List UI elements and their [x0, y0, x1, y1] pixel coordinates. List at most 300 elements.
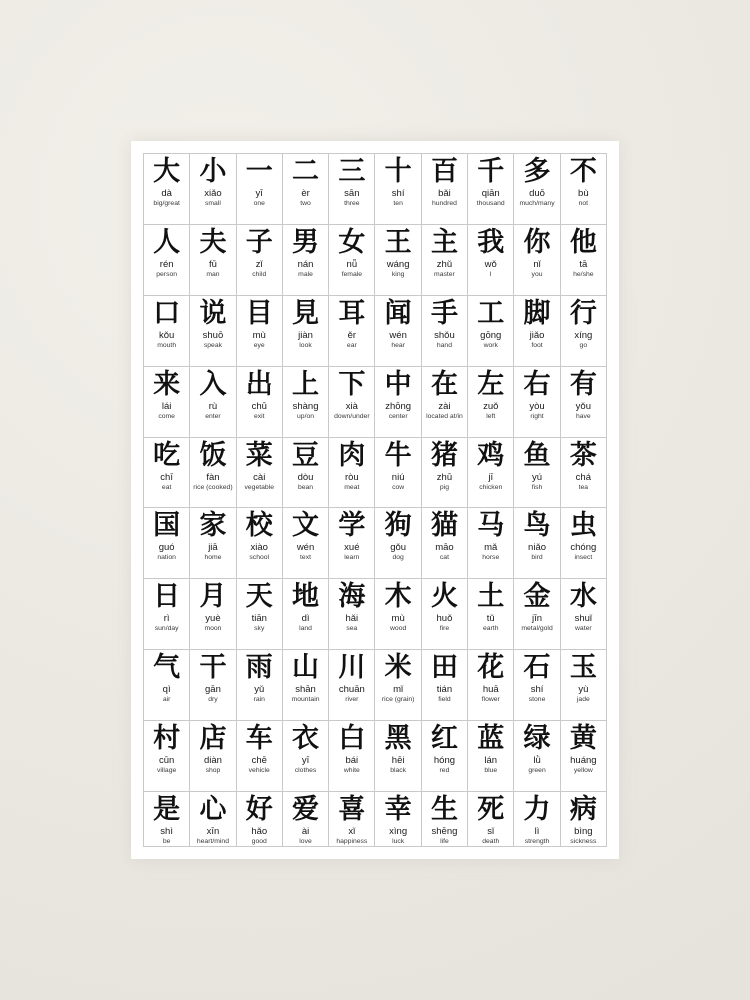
- pinyin-label: sān: [344, 188, 360, 199]
- meaning-label: work: [483, 341, 498, 349]
- pinyin-label: dà: [161, 188, 172, 199]
- hanzi-glyph: 女: [338, 226, 366, 258]
- meaning-label: nation: [157, 554, 176, 562]
- pinyin-label: huā: [482, 684, 499, 696]
- meaning-label: right: [530, 412, 544, 420]
- pinyin-label: hǎo: [251, 825, 268, 837]
- hanzi-glyph: 气: [153, 652, 181, 684]
- meaning-label: sickness: [570, 837, 597, 845]
- meaning-label: school: [249, 554, 270, 562]
- character-cell: [144, 154, 190, 225]
- meaning-label: air: [162, 696, 171, 704]
- hanzi-glyph: 一: [245, 156, 273, 187]
- character-cell: [283, 225, 329, 296]
- character-cell: [422, 650, 468, 721]
- character-cell: [422, 154, 468, 225]
- pinyin-label: bù: [578, 188, 589, 199]
- pinyin-label: yī: [301, 755, 310, 767]
- pinyin-label: hǎi: [345, 613, 359, 625]
- character-cell: [190, 154, 236, 225]
- meaning-label: small: [205, 200, 221, 207]
- hanzi-glyph: 蓝: [477, 723, 505, 755]
- pinyin-label: nǚ: [346, 258, 358, 270]
- hanzi-glyph: 黄: [569, 723, 597, 755]
- hanzi-glyph: 石: [523, 652, 551, 684]
- meaning-label: pig: [439, 483, 449, 491]
- character-cell: [375, 367, 421, 438]
- pinyin-label: èr: [301, 188, 310, 199]
- hanzi-glyph: 土: [477, 581, 505, 613]
- pinyin-label: nǐ: [533, 258, 541, 270]
- character-cell: [375, 508, 421, 579]
- hanzi-glyph: 下: [338, 368, 366, 400]
- hanzi-glyph: 肉: [338, 439, 366, 471]
- meaning-label: green: [528, 767, 546, 775]
- pinyin-label: gān: [205, 684, 221, 696]
- character-cell: [561, 579, 607, 650]
- pinyin-label: fàn: [206, 471, 220, 483]
- pinyin-label: hēi: [391, 755, 405, 767]
- meaning-label: luck: [392, 837, 405, 845]
- hanzi-glyph: 黑: [384, 723, 412, 755]
- meaning-label: black: [390, 767, 407, 775]
- hanzi-glyph: 是: [153, 793, 181, 825]
- character-cell: [561, 792, 607, 847]
- hanzi-glyph: 店: [199, 723, 227, 755]
- meaning-label: white: [343, 767, 360, 775]
- character-cell: [468, 154, 514, 225]
- meaning-label: be: [162, 837, 171, 845]
- hanzi-glyph: 村: [153, 723, 181, 755]
- pinyin-label: chuān: [338, 684, 365, 696]
- pinyin-label: dì: [301, 613, 310, 625]
- character-cell: [190, 225, 236, 296]
- hanzi-glyph: 火: [430, 581, 458, 613]
- pinyin-label: shǒu: [434, 329, 455, 341]
- hanzi-glyph: 有: [569, 368, 597, 400]
- meaning-label: red: [439, 767, 450, 775]
- meaning-label: vehicle: [248, 767, 270, 775]
- meaning-label: two: [300, 200, 311, 207]
- pinyin-label: zhǔ: [436, 258, 453, 270]
- character-cell: [237, 367, 283, 438]
- pinyin-label: fū: [208, 258, 217, 270]
- hanzi-glyph: 二: [292, 156, 320, 187]
- pinyin-label: duō: [529, 188, 545, 199]
- character-cell: [190, 438, 236, 509]
- pinyin-label: xiào: [250, 542, 268, 554]
- pinyin-label: wén: [389, 329, 407, 341]
- meaning-label: yellow: [573, 767, 593, 775]
- hanzi-glyph: 鸡: [477, 439, 505, 471]
- hanzi-glyph: 干: [199, 652, 227, 684]
- hanzi-glyph: 车: [245, 723, 273, 755]
- meaning-label: shop: [205, 767, 221, 775]
- hanzi-glyph: 喜: [338, 793, 366, 825]
- meaning-label: flower: [481, 696, 500, 704]
- hanzi-glyph: 他: [569, 226, 597, 258]
- character-cell: [422, 225, 468, 296]
- meaning-label: cat: [439, 554, 449, 562]
- hanzi-glyph: 男: [292, 226, 320, 258]
- hanzi-glyph: 雨: [245, 652, 273, 684]
- hanzi-glyph: 白: [338, 723, 366, 755]
- meaning-label: vegetable: [244, 483, 274, 491]
- character-cell: [329, 154, 375, 225]
- hanzi-glyph: 工: [477, 297, 505, 329]
- character-cell: [283, 367, 329, 438]
- meaning-label: insect: [574, 554, 593, 562]
- pinyin-label: mù: [391, 613, 405, 625]
- character-cell: [144, 367, 190, 438]
- meaning-label: speak: [203, 341, 223, 349]
- pinyin-label: shì: [160, 825, 173, 837]
- hanzi-glyph: 鸟: [523, 510, 551, 542]
- character-cell: [283, 792, 329, 847]
- pinyin-label: dòu: [297, 471, 314, 483]
- pinyin-label: xià: [345, 400, 358, 412]
- meaning-label: located at/in: [426, 412, 463, 420]
- meaning-label: foot: [531, 341, 543, 349]
- hanzi-glyph: 衣: [292, 723, 320, 755]
- meaning-label: rice (cooked): [193, 483, 233, 491]
- pinyin-label: rù: [208, 400, 218, 412]
- character-cell: [237, 650, 283, 721]
- hanzi-glyph: 耳: [338, 297, 366, 329]
- pinyin-label: yòu: [529, 400, 545, 412]
- character-cell: [514, 508, 560, 579]
- hanzi-glyph: 出: [245, 368, 273, 400]
- pinyin-label: zhōng: [385, 400, 412, 412]
- hanzi-glyph: 马: [477, 510, 505, 542]
- hanzi-glyph: 猪: [430, 439, 458, 471]
- character-cell: [375, 579, 421, 650]
- hanzi-glyph: 子: [245, 226, 273, 258]
- character-cell: [514, 792, 560, 847]
- pinyin-label: yǔ: [254, 684, 265, 696]
- hanzi-glyph: 说: [199, 297, 227, 329]
- hanzi-glyph: 病: [569, 793, 597, 825]
- character-cell: [329, 508, 375, 579]
- hanzi-glyph: 在: [430, 368, 458, 400]
- character-cell: [375, 154, 421, 225]
- character-cell: [283, 438, 329, 509]
- character-cell: [329, 579, 375, 650]
- hanzi-glyph: 红: [430, 723, 458, 755]
- pinyin-label: qiān: [481, 188, 500, 199]
- character-cell: [329, 650, 375, 721]
- hanzi-glyph: 見: [292, 297, 320, 329]
- meaning-label: death: [482, 837, 500, 845]
- pinyin-label: niú: [391, 471, 405, 483]
- hanzi-glyph: 小: [199, 156, 227, 187]
- hanzi-glyph: 口: [153, 297, 181, 329]
- pinyin-label: guó: [158, 542, 175, 554]
- meaning-label: sun/day: [154, 625, 179, 633]
- hanzi-glyph: 米: [384, 652, 412, 684]
- character-cell: [422, 296, 468, 367]
- meaning-label: I: [489, 270, 492, 278]
- pinyin-label: zuǒ: [483, 400, 499, 412]
- meaning-label: happiness: [336, 837, 368, 845]
- character-cell: [190, 721, 236, 792]
- hanzi-glyph: 夫: [199, 226, 227, 258]
- hanzi-glyph: 王: [384, 226, 412, 258]
- meaning-label: heart/mind: [196, 837, 229, 845]
- pinyin-label: mǐ: [393, 684, 404, 696]
- pinyin-label: shuǐ: [574, 613, 593, 625]
- pinyin-label: xíng: [574, 329, 593, 341]
- character-cell: [329, 721, 375, 792]
- character-cell: [283, 650, 329, 721]
- character-cell: [468, 296, 514, 367]
- hanzi-glyph: 右: [523, 368, 551, 400]
- pinyin-label: jiā: [208, 542, 218, 554]
- hanzi-glyph: 百: [430, 156, 458, 187]
- hanzi-glyph: 日: [153, 581, 181, 613]
- hanzi-glyph: 爱: [292, 793, 320, 825]
- character-cell: [468, 579, 514, 650]
- pinyin-label: rì: [163, 613, 170, 625]
- pinyin-label: yú: [532, 471, 543, 483]
- meaning-label: wood: [390, 625, 407, 633]
- character-cell: [514, 650, 560, 721]
- character-cell: [514, 367, 560, 438]
- meaning-label: good: [251, 837, 267, 845]
- character-cell: [468, 508, 514, 579]
- hanzi-glyph: 大: [153, 156, 181, 187]
- hanzi-glyph: 左: [477, 368, 505, 400]
- pinyin-label: huáng: [570, 755, 597, 767]
- meaning-label: text: [300, 554, 312, 562]
- meaning-label: left: [486, 412, 496, 420]
- character-cell: [375, 792, 421, 847]
- pinyin-label: wǒ: [484, 258, 497, 270]
- character-cell: [237, 154, 283, 225]
- pinyin-label: shàng: [292, 400, 319, 412]
- meaning-label: thousand: [476, 200, 505, 207]
- character-cell: [329, 792, 375, 847]
- pinyin-label: chóng: [570, 542, 597, 554]
- character-cell: [190, 367, 236, 438]
- hanzi-glyph: 力: [523, 793, 551, 825]
- character-cell: [561, 367, 607, 438]
- character-cell: [237, 792, 283, 847]
- character-cell: [329, 367, 375, 438]
- meaning-label: person: [156, 270, 178, 278]
- hanzi-glyph: 生: [430, 793, 458, 825]
- meaning-label: much/many: [519, 200, 555, 207]
- meaning-label: chicken: [479, 483, 503, 491]
- character-cell: [329, 296, 375, 367]
- character-cell: [190, 792, 236, 847]
- meaning-label: master: [434, 270, 455, 278]
- pinyin-label: xǐ: [348, 825, 356, 837]
- character-cell: [237, 579, 283, 650]
- pinyin-label: shuō: [202, 329, 224, 341]
- meaning-label: not: [578, 200, 589, 207]
- hanzi-glyph: 多: [523, 156, 551, 187]
- pinyin-label: mù: [252, 329, 266, 341]
- meaning-label: bird: [531, 554, 543, 562]
- meaning-label: he/she: [573, 270, 594, 278]
- pinyin-label: ài: [301, 825, 310, 837]
- character-cell: [468, 792, 514, 847]
- character-cell: [514, 225, 560, 296]
- hanzi-glyph: 来: [153, 368, 181, 400]
- pinyin-label: gǒu: [390, 542, 407, 554]
- meaning-label: king: [391, 270, 405, 278]
- hanzi-glyph: 文: [292, 510, 320, 542]
- hanzi-glyph: 川: [338, 652, 366, 684]
- character-cell: [375, 438, 421, 509]
- character-cell: [422, 508, 468, 579]
- character-cell: [190, 579, 236, 650]
- character-cell: [422, 367, 468, 438]
- hanzi-glyph: 地: [292, 581, 320, 613]
- meaning-label: look: [299, 341, 312, 349]
- character-cell: [237, 721, 283, 792]
- pinyin-label: lǜ: [533, 755, 541, 767]
- pinyin-label: bǎi: [438, 188, 451, 199]
- character-cell: [422, 438, 468, 509]
- pinyin-label: shēng: [431, 825, 458, 837]
- character-cell: [422, 579, 468, 650]
- hanzi-glyph: 海: [338, 581, 366, 613]
- pinyin-label: hóng: [433, 755, 456, 767]
- character-cell: [283, 721, 329, 792]
- hanzi-glyph: 闻: [384, 297, 412, 329]
- meaning-label: have: [575, 412, 591, 420]
- hanzi-glyph: 行: [569, 297, 597, 329]
- pinyin-label: huǒ: [436, 613, 453, 625]
- pinyin-label: kǒu: [158, 329, 175, 341]
- meaning-label: eye: [253, 341, 265, 349]
- character-cell: [514, 721, 560, 792]
- pinyin-label: jī: [488, 471, 494, 483]
- pinyin-label: xīn: [206, 825, 220, 837]
- character-cell: [283, 296, 329, 367]
- pinyin-label: bái: [345, 755, 359, 767]
- meaning-label: strength: [524, 837, 550, 845]
- pinyin-label: yǒu: [575, 400, 591, 412]
- pinyin-label: jīn: [532, 613, 543, 625]
- pinyin-label: wén: [296, 542, 315, 554]
- hanzi-glyph: 天: [245, 581, 273, 613]
- pinyin-label: chē: [251, 755, 267, 767]
- meaning-label: metal/gold: [521, 625, 553, 633]
- character-cell: [375, 296, 421, 367]
- meaning-label: center: [388, 412, 408, 420]
- pinyin-label: lán: [484, 755, 498, 767]
- meaning-label: hand: [436, 341, 452, 349]
- character-cell: [144, 579, 190, 650]
- hanzi-glyph: 幸: [384, 793, 412, 825]
- character-cell: [561, 650, 607, 721]
- meaning-label: learn: [344, 554, 360, 562]
- character-cell: [144, 721, 190, 792]
- character-cell: [514, 296, 560, 367]
- hanzi-glyph: 山: [292, 652, 320, 684]
- hanzi-glyph: 不: [569, 156, 597, 187]
- character-cell: [375, 650, 421, 721]
- meaning-label: moon: [204, 625, 222, 633]
- meaning-label: land: [299, 625, 312, 633]
- chinese-character-poster: [131, 141, 619, 859]
- hanzi-glyph: 手: [430, 297, 458, 329]
- pinyin-label: jiǎo: [529, 329, 545, 341]
- character-cell: [144, 650, 190, 721]
- character-cell: [468, 721, 514, 792]
- meaning-label: meat: [344, 483, 360, 491]
- pinyin-label: tián: [436, 684, 453, 696]
- hanzi-glyph: 国: [153, 510, 181, 542]
- meaning-label: horse: [482, 554, 500, 562]
- hanzi-glyph: 绿: [523, 723, 551, 755]
- character-cell: [561, 154, 607, 225]
- hanzi-glyph: 玉: [569, 652, 597, 684]
- meaning-label: water: [575, 625, 592, 633]
- hanzi-glyph: 三: [338, 156, 366, 187]
- hanzi-glyph: 花: [477, 652, 505, 684]
- hanzi-glyph: 死: [477, 793, 505, 825]
- meaning-label: river: [345, 696, 359, 704]
- character-cell: [468, 225, 514, 296]
- character-cell: [468, 650, 514, 721]
- pinyin-label: tiān: [251, 613, 267, 625]
- meaning-label: you: [531, 270, 543, 278]
- character-cell: [375, 721, 421, 792]
- meaning-label: sky: [254, 625, 265, 633]
- hanzi-glyph: 豆: [292, 439, 320, 471]
- meaning-label: mountain: [291, 696, 320, 704]
- meaning-label: ear: [346, 341, 357, 349]
- meaning-label: cow: [392, 483, 405, 491]
- character-cell: [144, 438, 190, 509]
- pinyin-label: cài: [253, 471, 266, 483]
- pinyin-label: gōng: [480, 329, 502, 341]
- hanzi-glyph: 吃: [153, 439, 181, 471]
- character-cell: [514, 579, 560, 650]
- meaning-label: earth: [482, 625, 499, 633]
- meaning-label: come: [158, 412, 175, 420]
- character-cell: [375, 225, 421, 296]
- hanzi-glyph: 金: [523, 581, 551, 613]
- pinyin-label: tā: [579, 258, 588, 270]
- character-cell: [237, 508, 283, 579]
- pinyin-label: chá: [575, 471, 591, 483]
- meaning-label: dog: [392, 554, 404, 562]
- meaning-label: mouth: [157, 341, 177, 349]
- meaning-label: eat: [161, 483, 172, 491]
- pinyin-label: qì: [162, 684, 171, 696]
- meaning-label: child: [252, 270, 267, 278]
- meaning-label: ten: [393, 200, 403, 207]
- pinyin-label: yuè: [205, 613, 221, 625]
- hanzi-glyph: 主: [430, 226, 458, 258]
- hanzi-glyph: 月: [199, 581, 227, 613]
- pinyin-label: bìng: [574, 825, 593, 837]
- character-cell: [283, 579, 329, 650]
- pinyin-label: lái: [161, 400, 172, 412]
- meaning-label: hundred: [431, 200, 457, 207]
- pinyin-label: yī: [255, 188, 263, 199]
- character-cell: [468, 438, 514, 509]
- pinyin-label: zài: [438, 400, 451, 412]
- character-cell: [329, 438, 375, 509]
- pinyin-label: shí: [391, 188, 405, 199]
- pinyin-label: nán: [297, 258, 314, 270]
